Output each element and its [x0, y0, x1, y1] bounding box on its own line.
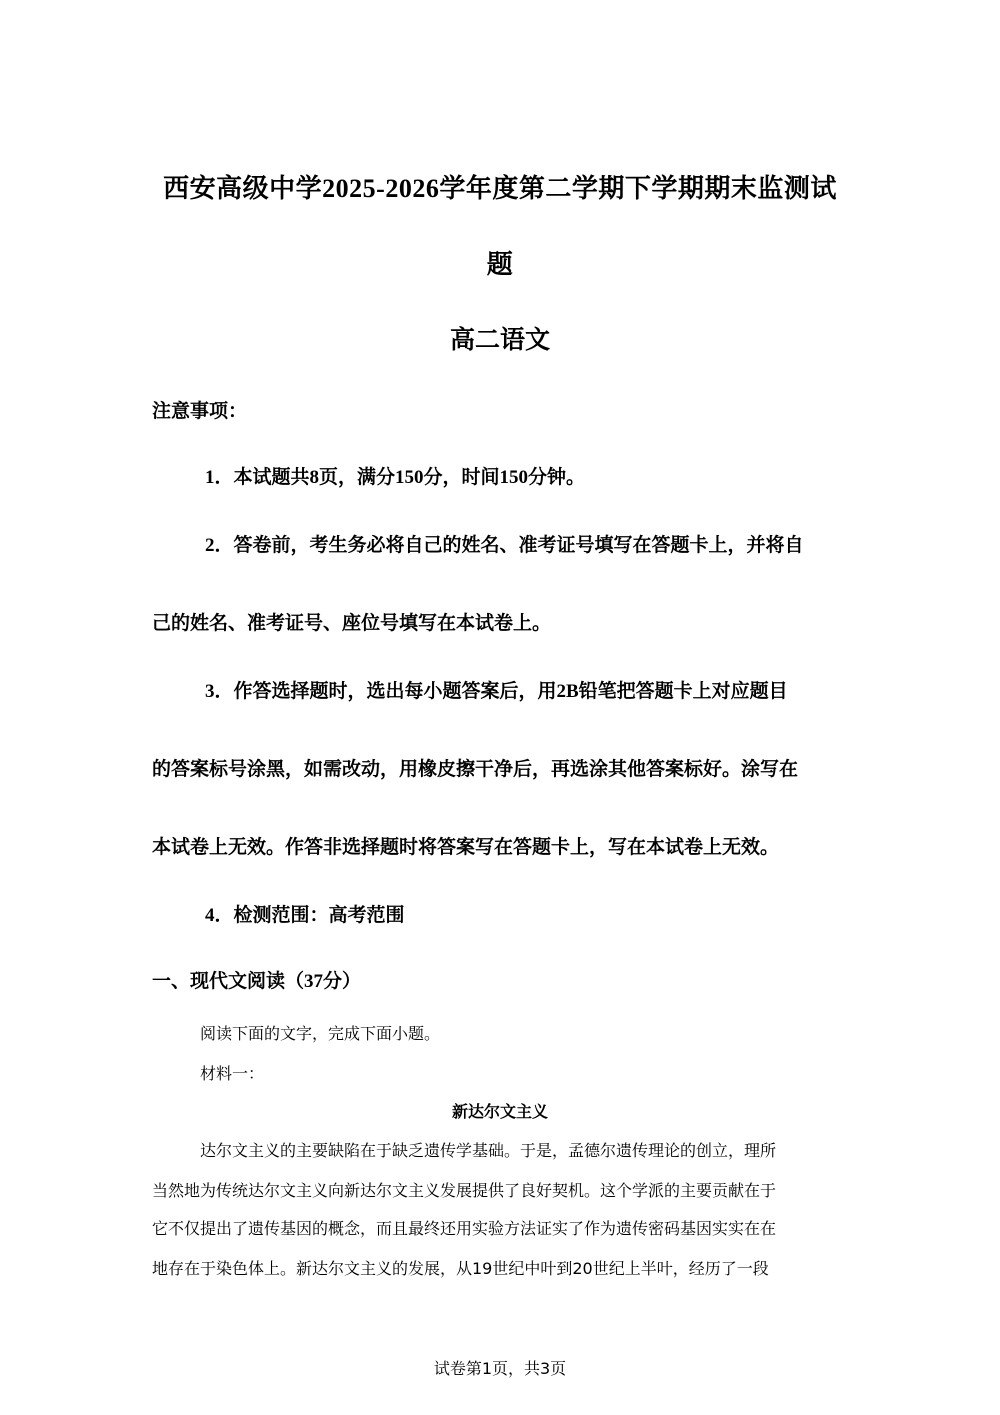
article-line: 地存在于染色体上。新达尔文主义的发展，从19世纪中叶到20世纪上半叶，经历了一段	[152, 1259, 769, 1278]
exam-title-line2: 题	[486, 250, 514, 279]
notice-item-3-line3: 本试卷上无效。作答非选择题时将答案写在答题卡上，写在本试卷上无效。	[152, 837, 780, 858]
article-line: 它不仅提出了遗传基因的概念，而且最终还用实验方法证实了作为遗传密码基因实实在在	[152, 1219, 777, 1238]
subject-title: 高二语文	[449, 327, 550, 354]
exam-title-line1: 西安高级中学2025-2026学年度第二学期下学期期末监测试	[163, 174, 837, 203]
notice-item-4: 4．检测范围：高考范围	[205, 905, 405, 926]
notice-item-2-line2: 己的姓名、准考证号、座位号填写在本试卷上。	[152, 613, 552, 634]
notice-item-3-line2: 的答案标号涂黑，如需改动，用橡皮擦干净后，再选涂其他答案标好。涂写在	[152, 759, 799, 780]
notice-item-1: 1．本试题共8页，满分150分，时间150分钟。	[205, 467, 586, 488]
notice-item-3-line1: 3．作答选择题时，选出每小题答案后，用2B铅笔把答题卡上对应题目	[205, 681, 788, 702]
article-title: 新达尔文主义	[451, 1102, 548, 1121]
notice-heading: 注意事项：	[152, 401, 248, 422]
article-line: 当然地为传统达尔文主义向新达尔文主义发展提供了良好契机。这个学派的主要贡献在于	[152, 1181, 777, 1200]
material-label: 材料一：	[200, 1064, 265, 1083]
reading-instruction: 阅读下面的文字，完成下面小题。	[200, 1024, 441, 1043]
section-heading: 一、现代文阅读（37分）	[152, 971, 362, 992]
page-footer: 试卷第1页，共3页	[433, 1359, 567, 1378]
article-line: 达尔文主义的主要缺陷在于缺乏遗传学基础。于是，孟德尔遗传理论的创立，理所	[200, 1141, 777, 1160]
notice-item-2-line1: 2．答卷前，考生务必将自己的姓名、准考证号填写在答题卡上，并将自	[205, 535, 804, 556]
